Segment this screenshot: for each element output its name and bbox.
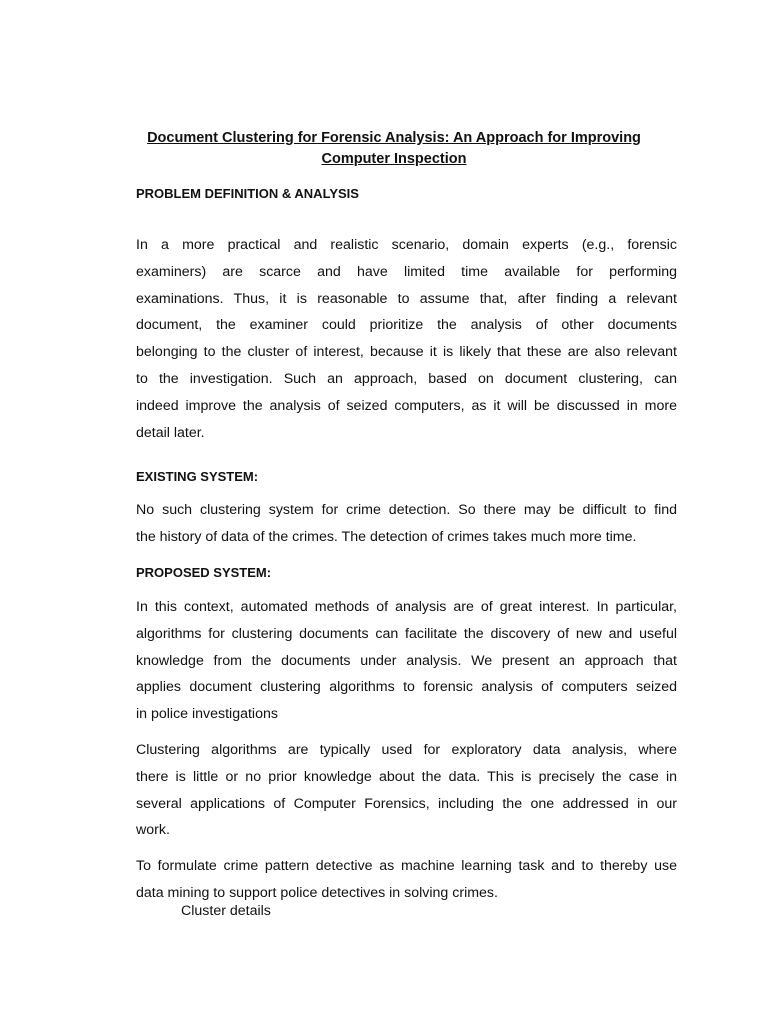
paragraph-existing-system: [136, 497, 677, 551]
cluster-details-caption: Cluster details: [181, 903, 271, 919]
paragraph-problem-definition: [136, 232, 677, 446]
document-title: [120, 128, 668, 170]
title-line-2: Computer Inspection: [321, 151, 467, 167]
text-line: detail later.: [136, 424, 205, 441]
text-line: several applications of Computer Forensics, including the one addressed in our: [136, 795, 677, 812]
paragraph-proposed-system-3: [136, 853, 677, 907]
text-line: the history of data of the crimes. The detection of crimes takes much more time.: [136, 528, 637, 545]
text-line: work.: [136, 822, 170, 839]
text-line: algorithms for clustering documents can facilitate the discovery of new and useful: [136, 625, 677, 642]
text-line: indeed improve the analysis of seized computers, as it will be discussed in more: [136, 397, 677, 414]
text-line: applies document clustering algorithms to forensic analysis of computers seized: [136, 679, 677, 696]
text-line: document, the examiner could prioritize the analysis of other documents: [136, 317, 677, 334]
text-line: To formulate crime pattern detective as machine learning task and to thereby use: [136, 858, 677, 874]
text-line: belonging to the cluster of interest, because it is likely that these are also relevant: [136, 344, 677, 361]
heading-proposed-system: PROPOSED SYSTEM:: [136, 565, 272, 580]
text-line: examinations. Thus, it is reasonable to assume that, after finding a relevant: [136, 290, 677, 307]
text-line: Clustering algorithms are typically used for exploratory data analysis, where: [136, 742, 677, 758]
text-line: data mining to support police detectives in solving crimes.: [136, 884, 498, 901]
text-line: examiners) are scarce and have limited time available for performing: [136, 263, 677, 280]
paragraph-proposed-system-1: [136, 594, 677, 728]
heading-problem-definition: PROBLEM DEFINITION & ANALYSIS: [136, 186, 359, 201]
title-line-1: Document Clustering for Forensic Analysis: An Approach for Improving: [147, 130, 641, 146]
heading-existing-system: EXISTING SYSTEM:: [136, 469, 259, 484]
text-line: No such clustering system for crime detection. So there may be difficult to find: [136, 502, 677, 518]
paragraph-proposed-system-2: [136, 737, 677, 844]
text-line: in police investigations: [136, 706, 278, 723]
text-line: In this context, automated methods of analysis are of great interest. In particular,: [136, 599, 677, 615]
text-line: In a more practical and realistic scenario, domain experts (e.g., forensic: [136, 237, 677, 253]
text-line: there is little or no prior knowledge about the data. This is precisely the case in: [136, 768, 677, 785]
text-line: to the investigation. Such an approach, based on document clustering, can: [136, 370, 677, 387]
text-line: knowledge from the documents under analysis. We present an approach that: [136, 652, 677, 669]
